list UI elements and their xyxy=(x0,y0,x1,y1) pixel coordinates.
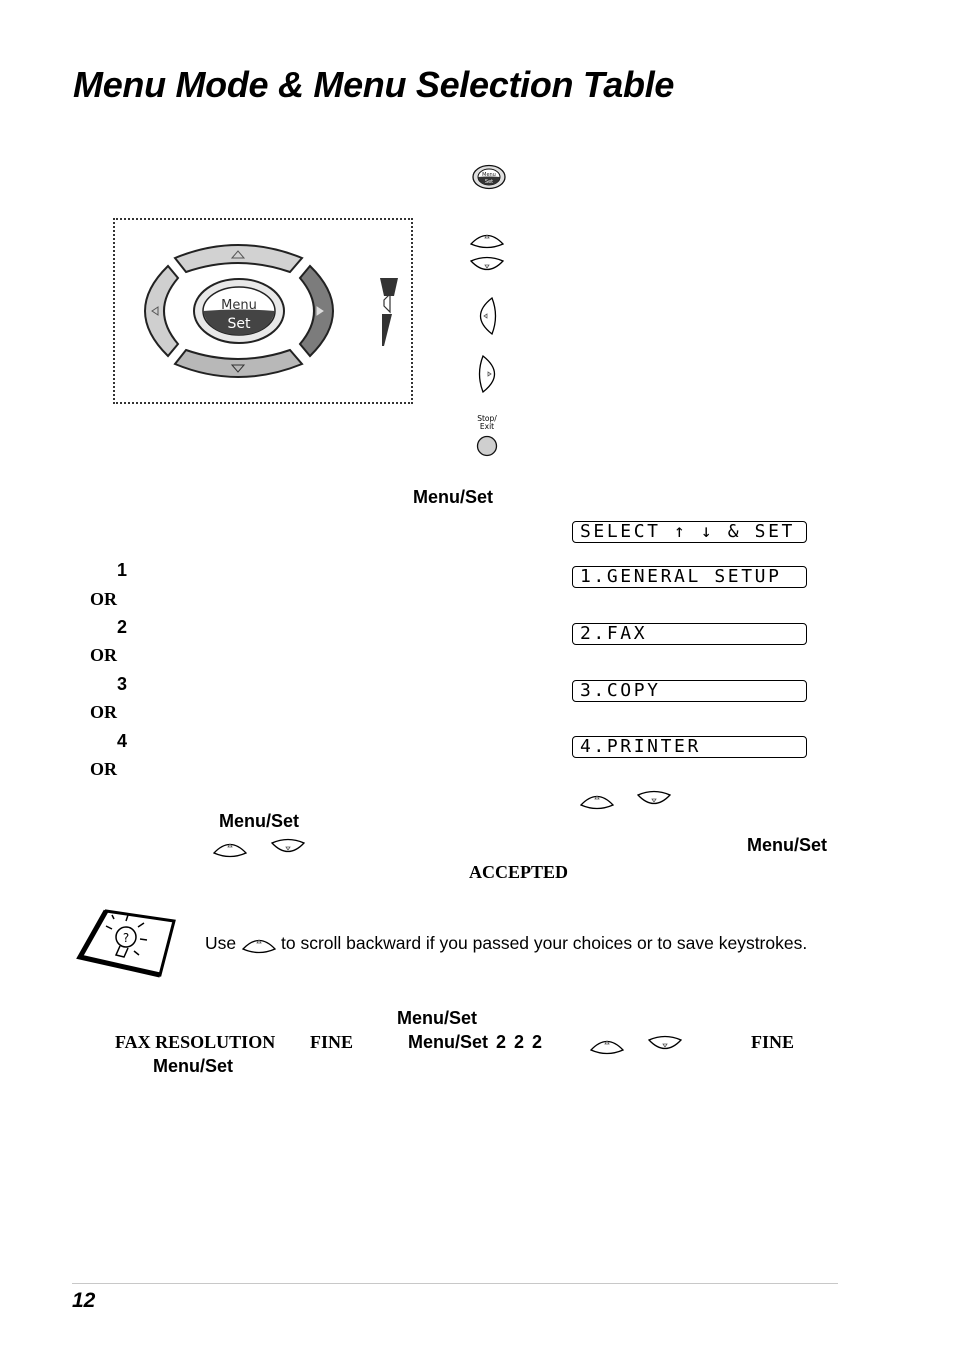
down-arrow-icon xyxy=(648,1035,682,1055)
page-title: Menu Mode & Menu Selection Table xyxy=(73,64,675,105)
example-menu-set-2: Menu/Set xyxy=(153,1056,234,1076)
menu-set-small-icon xyxy=(472,164,506,190)
left-arrow-icon xyxy=(475,297,499,335)
example-menu-set: Menu/Set xyxy=(397,1008,478,1028)
lightbulb-note-icon xyxy=(76,907,176,979)
or-label-4: OR xyxy=(90,759,117,779)
fax-resolution-label: FAX RESOLUTION xyxy=(115,1032,276,1052)
stop-exit-icon xyxy=(476,435,498,457)
stop-exit-label: Stop/ Exit xyxy=(477,414,497,431)
option-2: 2 xyxy=(117,617,128,637)
or-label-2: OR xyxy=(90,645,117,665)
up-arrow-icon xyxy=(470,229,504,249)
lcd-general-setup: 1.GENERAL SETUP xyxy=(572,566,807,588)
menu-set-sequence: Menu/Set 2 2 2 xyxy=(408,1032,543,1052)
or-label-3: OR xyxy=(90,702,117,722)
page-number: 12 xyxy=(72,1289,96,1312)
footer-divider xyxy=(72,1283,838,1284)
down-arrow-icon xyxy=(637,790,671,810)
menu-key-label: Menu xyxy=(221,298,257,313)
svg-text:Menu: Menu xyxy=(482,172,496,178)
fine-label: FINE xyxy=(310,1032,354,1052)
svg-text:Set: Set xyxy=(484,179,494,185)
fine-label-2: FINE xyxy=(751,1032,795,1052)
note-use-label: Use xyxy=(205,933,237,953)
down-arrow-icon xyxy=(271,838,305,858)
menu-set-label-right: Menu/Set xyxy=(747,835,828,855)
lcd-copy: 3.COPY xyxy=(572,680,807,702)
lcd-fax: 2.FAX xyxy=(572,623,807,645)
left-arrow-key xyxy=(145,266,178,356)
down-arrow-icon xyxy=(470,256,504,276)
down-arrow-key xyxy=(175,350,302,377)
navigation-pad-illustration xyxy=(130,238,350,388)
option-4: 4 xyxy=(117,731,128,751)
or-label-1: OR xyxy=(90,589,117,609)
up-arrow-icon xyxy=(580,790,614,810)
menu-set-label-step: Menu/Set xyxy=(219,811,300,831)
lcd-select: SELECT ↑ ↓ & SET xyxy=(572,521,807,543)
accepted-label: ACCEPTED xyxy=(469,862,569,882)
svg-text:?: ? xyxy=(122,931,130,945)
note-text: to scroll backward if you passed your choices or to save keystrokes. xyxy=(281,933,808,953)
option-3: 3 xyxy=(117,674,128,694)
lcd-printer: 4.PRINTER xyxy=(572,736,807,758)
right-arrow-icon xyxy=(476,355,500,393)
press-menu-set-label: Menu/Set xyxy=(413,487,494,507)
up-arrow-icon xyxy=(590,1035,624,1055)
option-1: 1 xyxy=(117,560,128,580)
volume-icon xyxy=(376,276,400,348)
up-arrow-icon xyxy=(242,934,276,954)
set-key-label: Set xyxy=(227,316,251,332)
up-arrow-icon xyxy=(213,838,247,858)
